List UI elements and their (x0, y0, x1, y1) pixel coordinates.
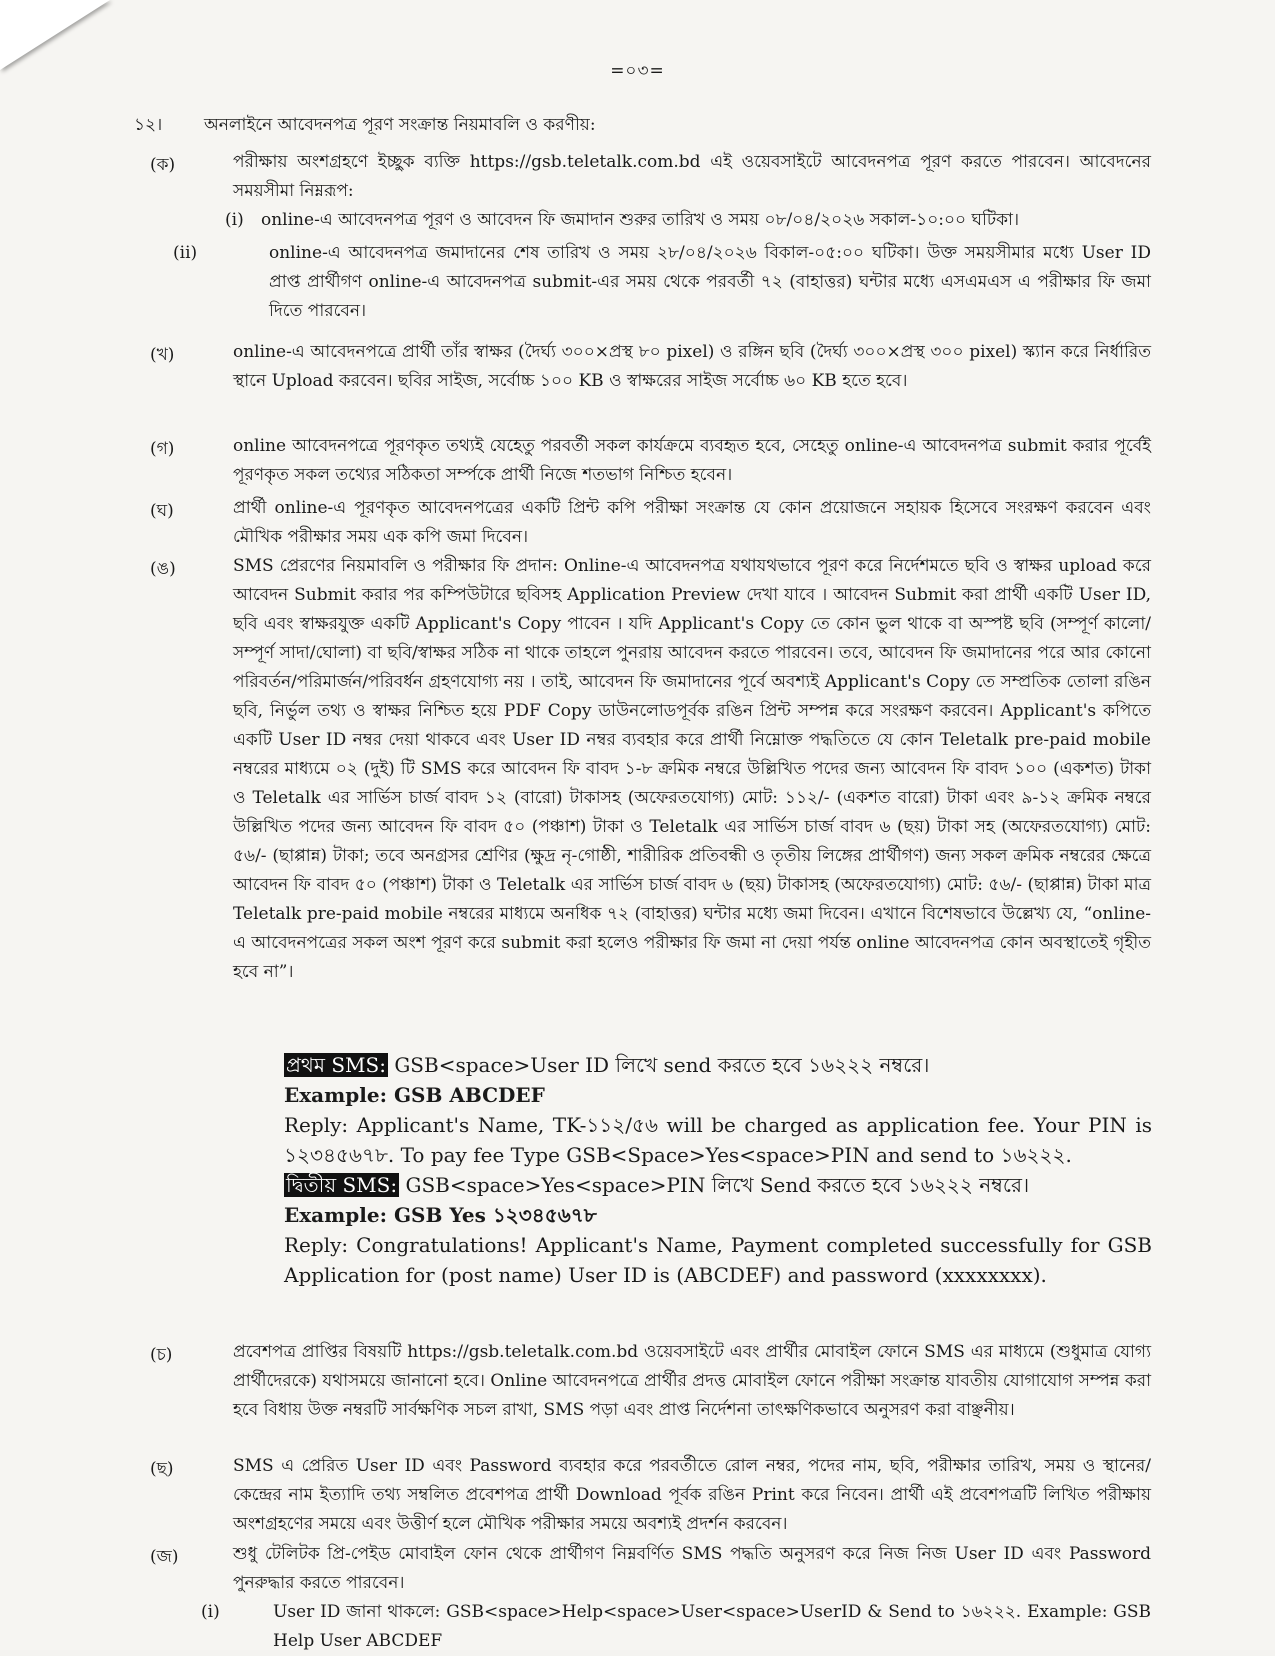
second-sms-reply: Reply: Congratulations! Applicant's Name, Payment completed successfully for GSB Application for (post name) User ID is (ABCDEF) and password (xxxxxxxx). (284, 1233, 1152, 1287)
second-sms-line: দ্বিতীয় SMS: GSB<space>Yes<space>PIN লিখে Send করতে হবে ১৬২২২ নম্বরে। (286, 1173, 1030, 1197)
second-sms-example: Example: GSB Yes ১২৩৪৫৬৭৮ (284, 1203, 597, 1227)
item-text: প্রার্থী online-এ পূরণকৃত আবেদনপত্রের একটি প্রিন্ট কপি পরীক্ষা সংক্রান্ত যে কোন প্রয়োজনে সহায়ক হিসেবে সংরক্ষণ করবেন এবং মৌখিক পরীক্ষার সময় এক কপি জমা দিবেন। (233, 498, 1151, 547)
item-marker: (গ) (150, 439, 175, 459)
sub-item: (i) online-এ আবেদনপত্র পূরণ ও আবেদন ফি জমাদান শুরুর তারিখ ও সময় ০৮/০৪/২০২৬ সকাল-১০:০০ ঘটিকা। (225, 210, 1020, 230)
item-marker: (ঘ) (150, 501, 174, 521)
sub-item: (ii) online-এ আবেদনপত্র জমাদানের শেষ তারিখ ও সময় ২৮/০৪/২০২৬ বিকাল-০৫:০০ ঘটিকা। উক্ত সময়সীমার মধ্যে User ID প্রাপ্ত প্রার্থীগণ online-এ আবেদনপত্র submit-এর সময় থেকে পরবর্তী ৭২ (বাহাত্তর) ঘন্টার মধ্যে এসএমএস এ পরীক্ষার ফি জমা দিতে পারবেন। (173, 243, 1151, 321)
first-sms-tag: প্রথম SMS: (286, 1053, 386, 1077)
section-title: অনলাইনে আবেদনপত্র পূরণ সংক্রান্ত নিয়মাবলি ও করণীয়: (204, 115, 596, 135)
item-marker: (ছ) (150, 1459, 174, 1479)
item-text: শুধু টেলিটক প্রি-পেইড মোবাইল ফোন থেকে প্রার্থীগণ নিম্নবর্ণিত SMS পদ্ধতি অনুসরণ করে নিজ নিজ User ID এবং Password পুনরুদ্ধার করতে পারবেন। (233, 1544, 1151, 1593)
sms-instructions (284, 1050, 1152, 1290)
item-marker: (ঙ) (150, 559, 176, 579)
second-sms-tag: দ্বিতীয় SMS: (286, 1173, 398, 1197)
page-number: =০৩= (610, 61, 665, 81)
item-marker: (চ) (150, 1345, 173, 1365)
section-number: ১২। (134, 115, 163, 135)
first-sms-reply: Reply: Applicant's Name, TK-১১২/৫৬ will be charged as application fee. Your PIN is ১২৩৪৫৬৭৮. To pay fee Type GSB<Space>Yes<space>PIN and send to ১৬২২২. (284, 1113, 1152, 1167)
item-marker: (জ) (150, 1547, 179, 1567)
item-marker: (খ) (150, 345, 175, 365)
item-text: পরীক্ষায় অংশগ্রহণে ইচ্ছুক ব্যক্তি https://gsb.teletalk.com.bd এই ওয়েবসাইটে আবেদনপত্র পূরণ করতে পারবেন। আবেদনের সময়সীমা নিম্নরূপ: (233, 152, 1151, 201)
item-text: SMS এ প্রেরিত User ID এবং Password ব্যবহার করে পরবর্তীতে রোল নম্বর, পদের নাম, ছবি, পরীক্ষার তারিখ, সময় ও স্থানের/কেন্দ্রের নাম ইত্যাদি তথ্য সম্বলিত প্রবেশপত্র প্রার্থী Download পূর্বক রঙিন Print করে নিবেন। প্রার্থী এই প্রবেশপত্রটি লিখিত পরীক্ষায় অংশগ্রহণের সময়ে এবং উত্তীর্ণ হলে মৌখিক পরীক্ষার সময়ে অবশ্যই প্রদর্শন করবেন। (233, 1456, 1151, 1534)
item-text: SMS প্রেরণের নিয়মাবলি ও পরীক্ষার ফি প্রদান: Online-এ আবেদনপত্র যথাযথভাবে পূরণ করে নির্দেশমতে ছবি ও স্বাক্ষর upload করে আবেদন Submit করার পর কম্পিউটারে ছবিসহ Application Preview দেখা যাবে । আবেদন Submit করা প্রার্থী একটি User ID, ছবি এবং স্বাক্ষরযুক্ত একটি Applicant's Copy পাবেন । যদি Applicant's Copy তে কোন ভুল থাকে বা অস্পষ্ট ছবি (সম্পূর্ণ কালো/সম্পূর্ণ সাদা/ঘোলা) বা ছবি/স্বাক্ষর সঠিক না থাকে তাহলে পুনরায় আবেদন করতে পারবেন। তবে, আবেদন ফি জমাদানের পরে আর কোনো পরিবর্তন/পরিমার্জন/পরিবর্ধন গ্রহণযোগ্য নয় । তাই, আবেদন ফি জমাদানের পূর্বে অবশ্যই Applicant's Copy তে সম্প্রতিক তোলা রঙিন ছবি, নির্ভুল তথ্য ও স্বাক্ষর নিশ্চিত হয়ে PDF Copy ডাউনলোডপূর্বক রঙিন প্রিন্ট সম্পন্ন করে সংরক্ষণ করবেন। Applicant's কপিতে একটি User ID নম্বর দেয়া থাকবে এবং User ID নম্বর ব্যবহার করে প্রার্থী নিম্নোক্ত পদ্ধতিতে যে কোন Teletalk pre-paid mobile নম্বরের মাধ্যমে ০২ (দুই) টি SMS করে আবেদন ফি বাবদ ১-৮ ক্রমিক নম্বরে উল্লিখিত পদের জন্য আবেদন ফি বাবদ ১০০ (একশত) টাকা ও Teletalk এর সার্ভিস চার্জ বাবদ ১২ (বারো) টাকাসহ (অফেরতযোগ্য) মোট: ১১২/- (একশত বারো) টাকা এবং ৯-১২ ক্রমিক নম্বরে উল্লিখিত পদের জন্য আবেদন ফি বাবদ ৫০ (পঞ্চাশ) টাকা ও Teletalk এর সার্ভিস চার্জ বাবদ ৬ (ছয়) টাকা সহ (অফেরতযোগ্য) মোট: ৫৬/- (ছাপ্পান্ন) টাকা; তবে অনগ্রসর শ্রেণির (ক্ষুদ্র নৃ-গোষ্ঠী, শারীরিক প্রতিবন্ধী ও তৃতীয় লিঙ্গের প্রার্থীগণ) জন্য সকল ক্রমিক নম্বরের ক্ষেত্রে আবেদন ফি বাবদ ৫০ (পঞ্চাশ) টাকা ও Teletalk এর সার্ভিস চার্জ বাবদ ৬ (ছয়) টাকাসহ (অফেরতযোগ্য) মোট: ৫৬/- (ছাপ্পান্ন) টাকা মাত্র Teletalk pre-paid mobile নম্বরের মাধ্যমে অনধিক ৭২ (বাহাত্তর) ঘন্টার মধ্যে জমা দিবেন। এখানে বিশেষভাবে উল্লেখ্য যে, “online-এ আবেদনপত্রের সকল অংশ পূরণ করে submit করা হলেও পরীক্ষার ফি জমা না দেয়া পর্যন্ত online আবেদনপত্র কোন অবস্থাতেই গৃহীত হবে না”। (233, 556, 1151, 982)
item-marker: (ক) (150, 155, 176, 175)
first-sms-line: প্রথম SMS: GSB<space>User ID লিখে send করতে হবে ১৬২২২ নম্বরে। (286, 1053, 930, 1077)
first-sms-example: Example: GSB ABCDEF (284, 1083, 545, 1107)
item-text: online-এ আবেদনপত্রে প্রার্থী তাঁর স্বাক্ষর (দৈর্ঘ্য ৩০০×প্রস্থ ৮০ pixel) ও রঙ্গিন ছবি (দৈর্ঘ্য ৩০০×প্রস্থ ৩০০ pixel) স্ক্যান করে নির্ধারিত স্থানে Upload করবেন। ছবির সাইজ, সর্বোচ্চ ১০০ KB ও স্বাক্ষরের সাইজ সর্বোচ্চ ৬০ KB হতে হবে। (233, 342, 1151, 391)
sub-item: (i) User ID জানা থাকলে: GSB<space>Help<space>User<space>UserID & Send to ১৬২২২. Example: GSB Help User ABCDEF (201, 1602, 1151, 1651)
section-heading (134, 112, 1154, 140)
item-text: প্রবেশপত্র প্রাপ্তির বিষয়টি https://gsb.teletalk.com.bd ওয়েবসাইটে এবং প্রার্থীর মোবাইল ফোনে SMS এর মাধ্যমে (শুধুমাত্র যোগ্য প্রার্থীদেরকে) যথাসময়ে জানানো হবে। Online আবেদনপত্রে প্রার্থীর প্রদত্ত মোবাইল ফোনে পরীক্ষা সংক্রান্ত যাবতীয় যোগাযোগ সম্পন্ন করা হবে বিধায় উক্ত নম্বরটি সার্বক্ষণিক সচল রাখা, SMS পড়া এবং প্রাপ্ত নির্দেশনা তাৎক্ষণিকভাবে অনুসরণ করা বাঞ্ছনীয়। (233, 1342, 1151, 1420)
item-text: online আবেদনপত্রে পূরণকৃত তথ্যই যেহেতু পরবর্তী সকল কার্যক্রমে ব্যবহৃত হবে, সেহেতু online-এ আবেদনপত্র submit করার পূর্বেই পূরণকৃত সকল তথ্যের সঠিকতা সর্ম্পকে প্রার্থী নিজে শতভাগ নিশ্চিত হবেন। (233, 436, 1151, 485)
